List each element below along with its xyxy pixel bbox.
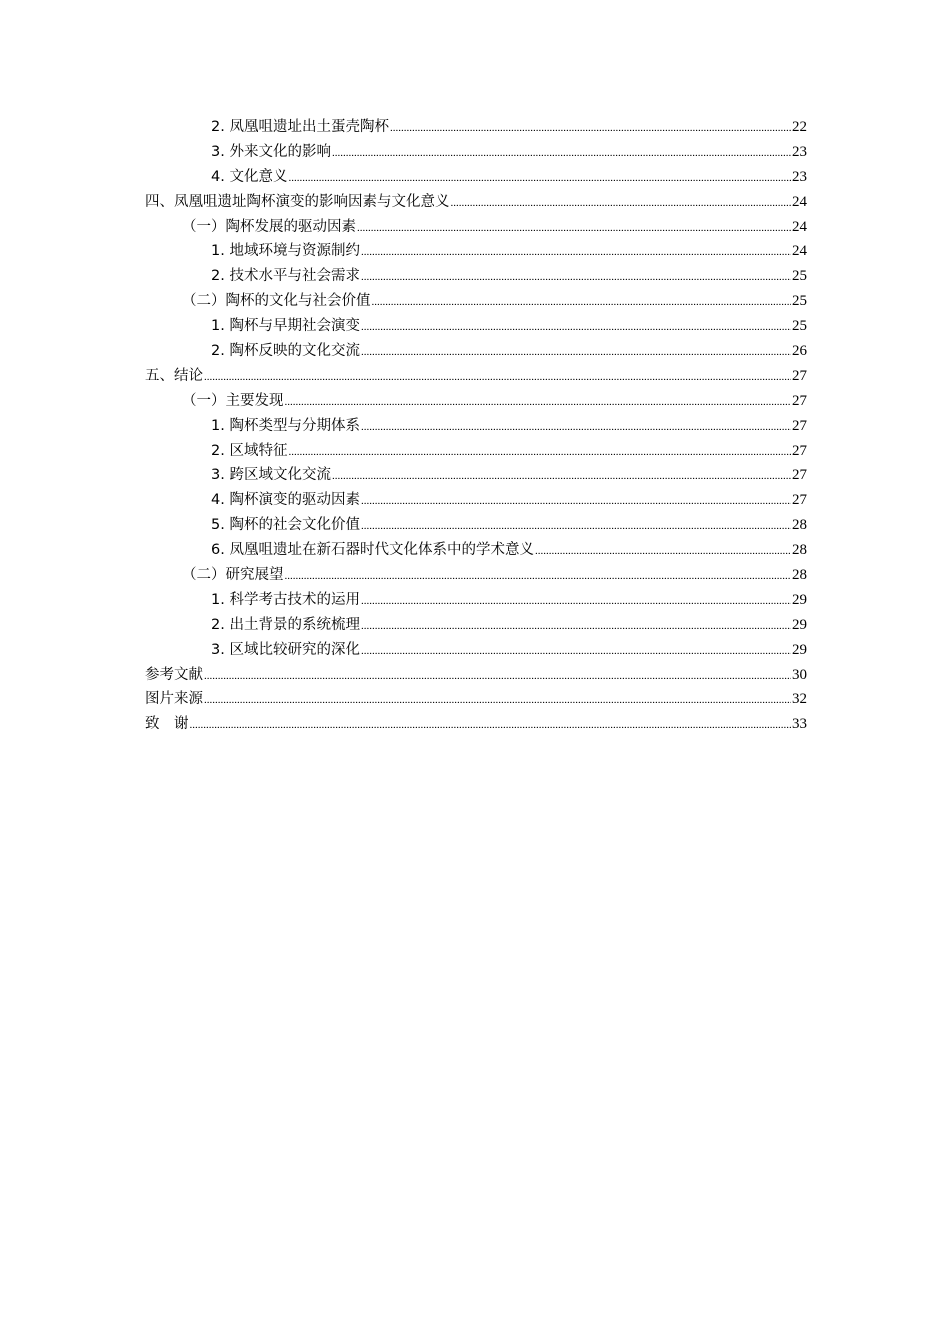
toc-dot-leader xyxy=(361,340,791,365)
toc-entry-page-number: 25 xyxy=(792,293,807,310)
toc-entry[interactable] xyxy=(145,389,807,414)
toc-entry-title: （一）陶杯发展的驱动因素 xyxy=(182,218,356,235)
toc-entry[interactable] xyxy=(145,314,807,339)
toc-entry-page-number: 25 xyxy=(792,268,807,285)
toc-entry-title: 2. 区域特征 xyxy=(211,442,288,459)
toc-entry[interactable] xyxy=(145,663,807,688)
toc-entry-page-number: 25 xyxy=(792,318,807,335)
toc-dot-leader xyxy=(361,589,791,614)
toc-entry-title: 2. 陶杯反映的文化交流 xyxy=(211,343,360,360)
toc-dot-leader xyxy=(332,141,791,166)
toc-entry-title: 参考文献 xyxy=(145,666,203,683)
toc-entry-title: 四、凤凰咀遗址陶杯演变的影响因素与文化意义 xyxy=(145,193,450,210)
toc-entry[interactable] xyxy=(145,687,807,712)
toc-entry[interactable] xyxy=(145,712,807,737)
toc-entry-title: 2. 技术水平与社会需求 xyxy=(211,268,360,285)
toc-entry-title: 4. 文化意义 xyxy=(211,168,288,185)
toc-entry[interactable] xyxy=(145,538,807,563)
toc-dot-leader xyxy=(361,265,791,290)
toc-entry-page-number: 28 xyxy=(792,542,807,559)
toc-entry[interactable] xyxy=(145,264,807,289)
toc-entry-page-number: 29 xyxy=(792,591,807,608)
toc-dot-leader xyxy=(288,440,791,465)
toc-entry[interactable] xyxy=(145,463,807,488)
toc-entry[interactable] xyxy=(145,364,807,389)
toc-entry-title: （二）研究展望 xyxy=(182,567,284,584)
toc-dot-leader xyxy=(288,166,791,191)
toc-entry-title: 图片来源 xyxy=(145,691,203,708)
toc-dot-leader xyxy=(332,464,791,489)
toc-entry[interactable] xyxy=(145,588,807,613)
toc-entry-page-number: 27 xyxy=(792,467,807,484)
toc-entry-page-number: 33 xyxy=(792,716,807,733)
toc-entry-title: 致 谢 xyxy=(145,716,189,733)
toc-entry-title: 3. 跨区域文化交流 xyxy=(211,467,331,484)
toc-entry[interactable] xyxy=(145,513,807,538)
toc-entry-title: 6. 凤凰咀遗址在新石器时代文化体系中的学术意义 xyxy=(211,542,534,559)
toc-dot-leader xyxy=(204,688,791,713)
toc-entry-title: （一）主要发现 xyxy=(182,392,284,409)
toc-dot-leader xyxy=(372,290,792,315)
toc-dot-leader xyxy=(361,415,791,440)
toc-entry[interactable] xyxy=(145,165,807,190)
toc-entry-page-number: 30 xyxy=(792,666,807,683)
toc-dot-leader xyxy=(361,240,791,265)
toc-entry-title: 1. 陶杯类型与分期体系 xyxy=(211,417,360,434)
toc-entry-title: 1. 地域环境与资源制约 xyxy=(211,243,360,260)
toc-dot-leader xyxy=(204,664,791,689)
toc-entry-page-number: 24 xyxy=(792,218,807,235)
toc-entry[interactable] xyxy=(145,414,807,439)
toc-entry[interactable] xyxy=(145,190,807,215)
toc-entry[interactable] xyxy=(145,140,807,165)
toc-entry-page-number: 28 xyxy=(792,567,807,584)
toc-entry-page-number: 26 xyxy=(792,343,807,360)
toc-entry-title: 1. 科学考古技术的运用 xyxy=(211,591,360,608)
toc-entry[interactable] xyxy=(145,115,807,140)
toc-dot-leader xyxy=(285,390,792,415)
toc-entry[interactable] xyxy=(145,563,807,588)
toc-entry-page-number: 27 xyxy=(792,417,807,434)
toc-entry-page-number: 22 xyxy=(792,119,807,135)
toc-entry-title: 2. 凤凰咀遗址出土蛋壳陶杯 xyxy=(211,119,389,135)
toc-entry[interactable] xyxy=(145,613,807,638)
toc-entry-page-number: 27 xyxy=(792,492,807,509)
toc-entry[interactable] xyxy=(145,289,807,314)
toc-entry-page-number: 32 xyxy=(792,691,807,708)
toc-entry-title: （二）陶杯的文化与社会价值 xyxy=(182,293,371,310)
toc-dot-leader xyxy=(285,564,792,589)
toc-dot-leader xyxy=(361,614,791,639)
toc-entry-title: 1. 陶杯与早期社会演变 xyxy=(211,318,360,335)
toc-entry-title: 3. 外来文化的影响 xyxy=(211,143,331,160)
toc-entry-page-number: 23 xyxy=(792,143,807,160)
toc-dot-leader xyxy=(190,713,792,738)
toc-entry-page-number: 28 xyxy=(792,517,807,534)
toc-dot-leader xyxy=(361,514,791,539)
toc-dot-leader xyxy=(390,116,791,141)
toc-entry-page-number: 24 xyxy=(792,243,807,260)
toc-entry-page-number: 27 xyxy=(792,367,807,384)
toc-entry[interactable] xyxy=(145,215,807,240)
toc-dot-leader xyxy=(451,191,792,216)
toc-entry-title: 4. 陶杯演变的驱动因素 xyxy=(211,492,360,509)
table-of-contents xyxy=(145,115,807,737)
toc-dot-leader xyxy=(535,539,791,564)
toc-dot-leader xyxy=(361,489,791,514)
toc-entry[interactable] xyxy=(145,339,807,364)
toc-entry-title: 3. 区域比较研究的深化 xyxy=(211,641,360,658)
toc-dot-leader xyxy=(361,315,791,340)
toc-entry-page-number: 27 xyxy=(792,392,807,409)
toc-entry-title: 2. 出土背景的系统梳理 xyxy=(211,616,360,633)
toc-entry-page-number: 27 xyxy=(792,442,807,459)
toc-entry-page-number: 24 xyxy=(792,193,807,210)
toc-entry-page-number: 29 xyxy=(792,616,807,633)
toc-entry-title: 五、结论 xyxy=(145,367,203,384)
toc-dot-leader xyxy=(361,639,791,664)
toc-dot-leader xyxy=(357,216,791,241)
toc-entry-page-number: 23 xyxy=(792,168,807,185)
toc-entry[interactable] xyxy=(145,638,807,663)
toc-entry[interactable] xyxy=(145,439,807,464)
toc-dot-leader xyxy=(204,365,791,390)
toc-entry-title: 5. 陶杯的社会文化价值 xyxy=(211,517,360,534)
toc-entry[interactable] xyxy=(145,488,807,513)
toc-entry[interactable] xyxy=(145,239,807,264)
toc-entry-page-number: 29 xyxy=(792,641,807,658)
